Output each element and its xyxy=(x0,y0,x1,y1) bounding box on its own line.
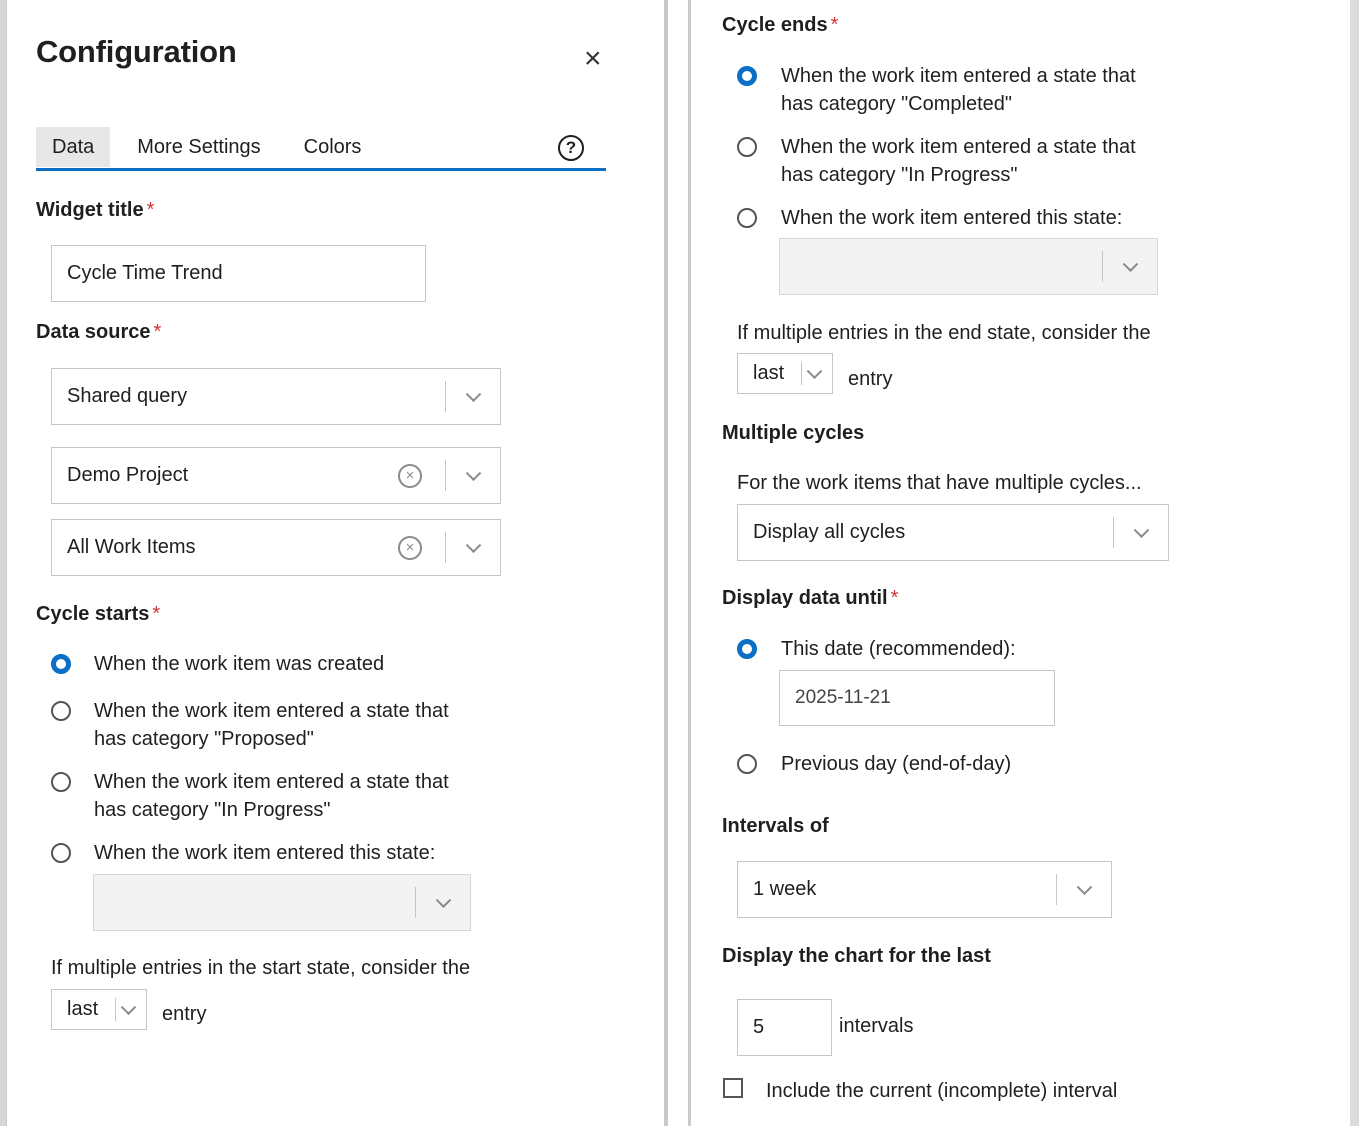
panel-divider xyxy=(664,0,668,1126)
source-type-select[interactable]: Shared query xyxy=(51,368,501,425)
widget-title-label: Widget title * xyxy=(36,199,155,221)
tab-colors[interactable]: Colors xyxy=(303,136,362,158)
start-entry-suffix: entry xyxy=(162,1003,207,1025)
end-entry-select[interactable]: last xyxy=(737,353,833,394)
required-mark: * xyxy=(830,14,839,36)
cycle-start-radio-created[interactable] xyxy=(51,654,71,674)
tab-more-settings[interactable]: More Settings xyxy=(137,136,261,158)
end-multiple-entries-text: If multiple entries in the end state, consider the xyxy=(737,322,1151,344)
chevron-down-icon xyxy=(466,386,482,402)
include-current-label: Include the current (incomplete) interval xyxy=(766,1080,1118,1102)
end-state-select[interactable] xyxy=(779,238,1158,295)
chevron-down-icon xyxy=(1134,522,1150,538)
cycle-ends-label: Cycle ends * xyxy=(722,14,839,36)
cycle-end-radio-completed[interactable] xyxy=(737,66,757,86)
widget-title-input[interactable]: Cycle Time Trend xyxy=(51,245,426,302)
required-mark: * xyxy=(152,603,161,625)
cycle-end-option-state: When the work item entered this state: xyxy=(781,207,1123,229)
intervals-label: Intervals of xyxy=(722,815,829,837)
cycle-end-option-completed: When the work item entered a state that has category "Completed" xyxy=(781,65,1136,115)
multiple-cycles-label: Multiple cycles xyxy=(722,422,865,444)
tab-underline xyxy=(36,168,606,171)
multiple-cycles-select[interactable]: Display all cycles xyxy=(737,504,1169,561)
close-icon[interactable]: × xyxy=(584,42,602,75)
chevron-down-icon xyxy=(466,465,482,481)
chevron-down-icon xyxy=(1123,256,1139,272)
cycle-starts-label: Cycle starts * xyxy=(36,603,161,625)
intervals-select[interactable]: 1 week xyxy=(737,861,1112,918)
start-entry-select[interactable]: last xyxy=(51,989,147,1030)
end-entry-suffix: entry xyxy=(848,368,893,390)
clear-icon[interactable]: × xyxy=(398,464,422,488)
display-until-radio-date[interactable] xyxy=(737,639,757,659)
start-state-select[interactable] xyxy=(93,874,471,931)
scrollbar-track[interactable] xyxy=(1350,0,1359,1126)
display-until-label: Display data until * xyxy=(722,587,899,609)
start-multiple-entries-text: If multiple entries in the start state, consider the xyxy=(51,957,471,979)
display-last-count-input[interactable]: 5 xyxy=(737,999,832,1056)
panel-divider-inner xyxy=(688,0,691,1126)
cycle-start-option-created: When the work item was created xyxy=(94,653,385,675)
clear-icon[interactable]: × xyxy=(398,536,422,560)
display-until-option-previous: Previous day (end-of-day) xyxy=(781,753,1012,775)
project-select[interactable]: Demo Project × xyxy=(51,447,501,504)
chevron-down-icon xyxy=(436,892,452,908)
data-source-label: Data source * xyxy=(36,321,162,343)
required-mark: * xyxy=(153,321,162,343)
display-last-suffix: intervals xyxy=(839,1015,914,1037)
tab-data[interactable]: Data xyxy=(36,127,110,167)
chevron-down-icon xyxy=(121,999,137,1015)
include-current-checkbox[interactable] xyxy=(723,1078,743,1098)
chevron-down-icon xyxy=(1077,879,1093,895)
cycle-end-option-in-progress: When the work item entered a state that has category "In Progress" xyxy=(781,136,1136,186)
display-last-label: Display the chart for the last xyxy=(722,945,991,967)
cycle-start-radio-in-progress[interactable] xyxy=(51,772,71,792)
cycle-end-radio-state[interactable] xyxy=(737,208,757,228)
cycle-end-radio-in-progress[interactable] xyxy=(737,137,757,157)
window-edge-line xyxy=(6,0,7,1126)
tab-bar xyxy=(36,127,377,167)
display-until-radio-previous[interactable] xyxy=(737,754,757,774)
chevron-down-icon xyxy=(807,363,823,379)
chevron-down-icon xyxy=(466,537,482,553)
cycle-start-option-state: When the work item entered this state: xyxy=(94,842,436,864)
help-icon[interactable]: ? xyxy=(558,135,584,161)
required-mark: * xyxy=(146,199,155,221)
multiple-cycles-description: For the work items that have multiple cycles... xyxy=(737,472,1142,494)
cycle-start-option-proposed: When the work item entered a state that has category "Proposed" xyxy=(94,700,449,750)
cycle-start-option-in-progress: When the work item entered a state that has category "In Progress" xyxy=(94,771,449,821)
display-until-option-date: This date (recommended): xyxy=(781,638,1016,660)
query-select[interactable]: All Work Items × xyxy=(51,519,501,576)
cycle-start-radio-proposed[interactable] xyxy=(51,701,71,721)
panel-title: Configuration xyxy=(36,34,237,69)
cycle-start-radio-state[interactable] xyxy=(51,843,71,863)
display-until-date-input[interactable]: 2025-11-21 xyxy=(779,670,1055,726)
required-mark: * xyxy=(890,587,899,609)
